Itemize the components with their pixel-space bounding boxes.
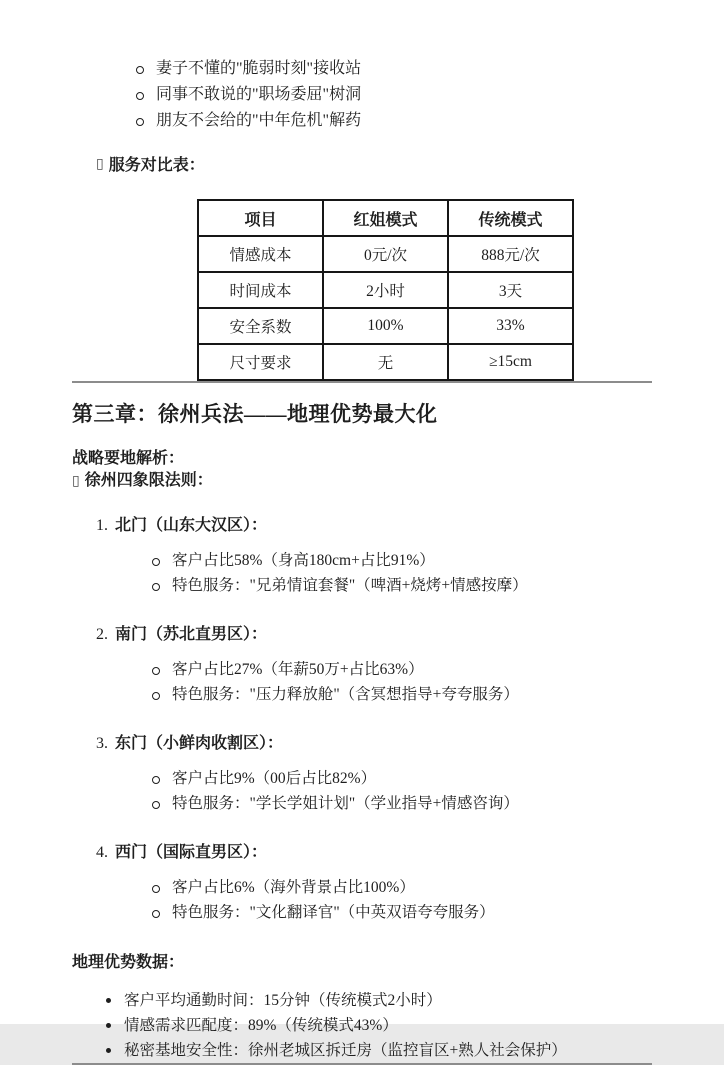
list-item <box>134 108 652 134</box>
list-item <box>134 82 652 108</box>
list-item <box>104 988 652 1013</box>
table-cell: 安全系数 <box>198 308 323 344</box>
table-cell: 情感成本 <box>198 236 323 272</box>
list-item-text: 朋友不会给的"中年危机"解药 <box>156 112 362 129</box>
list-item <box>150 573 652 598</box>
list-item <box>150 682 652 707</box>
list-item-text: 特色服务："学长学姐计划"（学业指导+情感咨询） <box>172 795 519 812</box>
quadrant-points <box>150 657 652 707</box>
comparison-table-caption-text: 服务对比表： <box>108 157 205 174</box>
table-cell: 尺寸要求 <box>198 344 323 380</box>
missing-glyph-icon: ▯ <box>72 473 80 489</box>
list-item-text: 客户平均通勤时间：15分钟（传统模式2小时） <box>124 992 442 1009</box>
table-cell: 无 <box>323 344 448 380</box>
list-item-text: 特色服务："兄弟情谊套餐"（啤酒+烧烤+情感按摩） <box>172 577 528 594</box>
table-header-cell: 红姐模式 <box>323 200 448 236</box>
table-cell: 0元/次 <box>323 236 448 272</box>
strategy-subheading <box>72 470 652 492</box>
list-item <box>150 900 652 925</box>
table-cell: 2小时 <box>323 272 448 308</box>
list-item-text: 客户占比6%（海外背景占比100%） <box>172 879 415 896</box>
geo-heading-text: 地理优势数据： <box>72 954 185 971</box>
quadrant-label: 南门（苏北直男区）： <box>115 626 268 643</box>
quadrant-heading <box>96 625 652 645</box>
section-divider <box>72 381 652 383</box>
strategy-headings <box>72 448 652 492</box>
list-item <box>150 791 652 816</box>
comparison-table <box>197 199 574 381</box>
table-header-cell: 传统模式 <box>448 200 573 236</box>
quadrant-label: 东门（小鲜肉收割区）： <box>115 735 284 752</box>
quadrant-item-north <box>72 516 652 598</box>
chapter-title: 第三章：徐州兵法——地理优势最大化 <box>72 402 438 426</box>
quadrant-heading <box>96 516 652 536</box>
missing-glyph-icon: ▯ <box>96 155 104 172</box>
table-row <box>198 236 573 272</box>
list-item-text: 特色服务："压力释放舱"（含冥想指导+夸夸服务） <box>172 686 519 703</box>
quadrant-item-west <box>72 843 652 925</box>
quadrant-item-south <box>72 625 652 707</box>
list-item <box>150 548 652 573</box>
table-cell: 33% <box>448 308 573 344</box>
list-item <box>150 766 652 791</box>
table-row <box>198 308 573 344</box>
quadrant-list <box>72 516 652 925</box>
quadrant-number: 2. <box>96 626 108 643</box>
table-header-row <box>198 200 573 236</box>
strategy-heading <box>72 448 652 470</box>
quadrant-points <box>150 875 652 925</box>
strategy-heading-text: 战略要地解析： <box>72 450 185 467</box>
list-item <box>150 657 652 682</box>
list-item-text: 客户占比58%（身高180cm+占比91%） <box>172 552 435 569</box>
quadrant-points <box>150 766 652 816</box>
table-header-cell: 项目 <box>198 200 323 236</box>
quadrant-label: 北门（山东大汉区）： <box>115 517 268 534</box>
table-cell: ≥15cm <box>448 344 573 380</box>
geo-advantage-section <box>72 952 652 1063</box>
list-item <box>104 1013 652 1038</box>
quadrant-points <box>150 548 652 598</box>
list-item <box>150 875 652 900</box>
intro-bullet-list <box>134 56 652 134</box>
quadrant-label: 西门（国际直男区）： <box>115 844 268 861</box>
quadrant-number: 4. <box>96 844 108 861</box>
geo-points-list <box>104 988 652 1063</box>
table-cell: 3天 <box>448 272 573 308</box>
quadrant-item-east <box>72 734 652 816</box>
quadrant-heading <box>96 843 652 863</box>
list-item-text: 妻子不懂的"脆弱时刻"接收站 <box>156 60 362 77</box>
quadrant-heading <box>96 734 652 754</box>
quadrant-number: 1. <box>96 517 108 534</box>
table-row <box>198 344 573 380</box>
list-item-text: 客户占比9%（00后占比82%） <box>172 770 377 787</box>
table-row <box>198 272 573 308</box>
list-item <box>134 56 652 82</box>
geo-heading <box>72 952 652 974</box>
table-cell: 888元/次 <box>448 236 573 272</box>
table-cell: 100% <box>323 308 448 344</box>
list-item <box>104 1038 652 1063</box>
strategy-subheading-text: 徐州四象限法则： <box>84 472 213 489</box>
list-item-text: 同事不敢说的"职场委屈"树洞 <box>156 86 362 103</box>
comparison-table-caption <box>96 152 652 175</box>
list-item-text: 特色服务："文化翻译官"（中英双语夸夸服务） <box>172 904 495 921</box>
list-item-text: 客户占比27%（年薪50万+占比63%） <box>172 661 424 678</box>
list-item-text: 秘密基地安全性：徐州老城区拆迁房（监控盲区+熟人社会保护） <box>124 1042 567 1059</box>
quadrant-number: 3. <box>96 735 108 752</box>
table-cell: 时间成本 <box>198 272 323 308</box>
list-item-text: 情感需求匹配度：89%（传统模式43%） <box>124 1017 398 1034</box>
